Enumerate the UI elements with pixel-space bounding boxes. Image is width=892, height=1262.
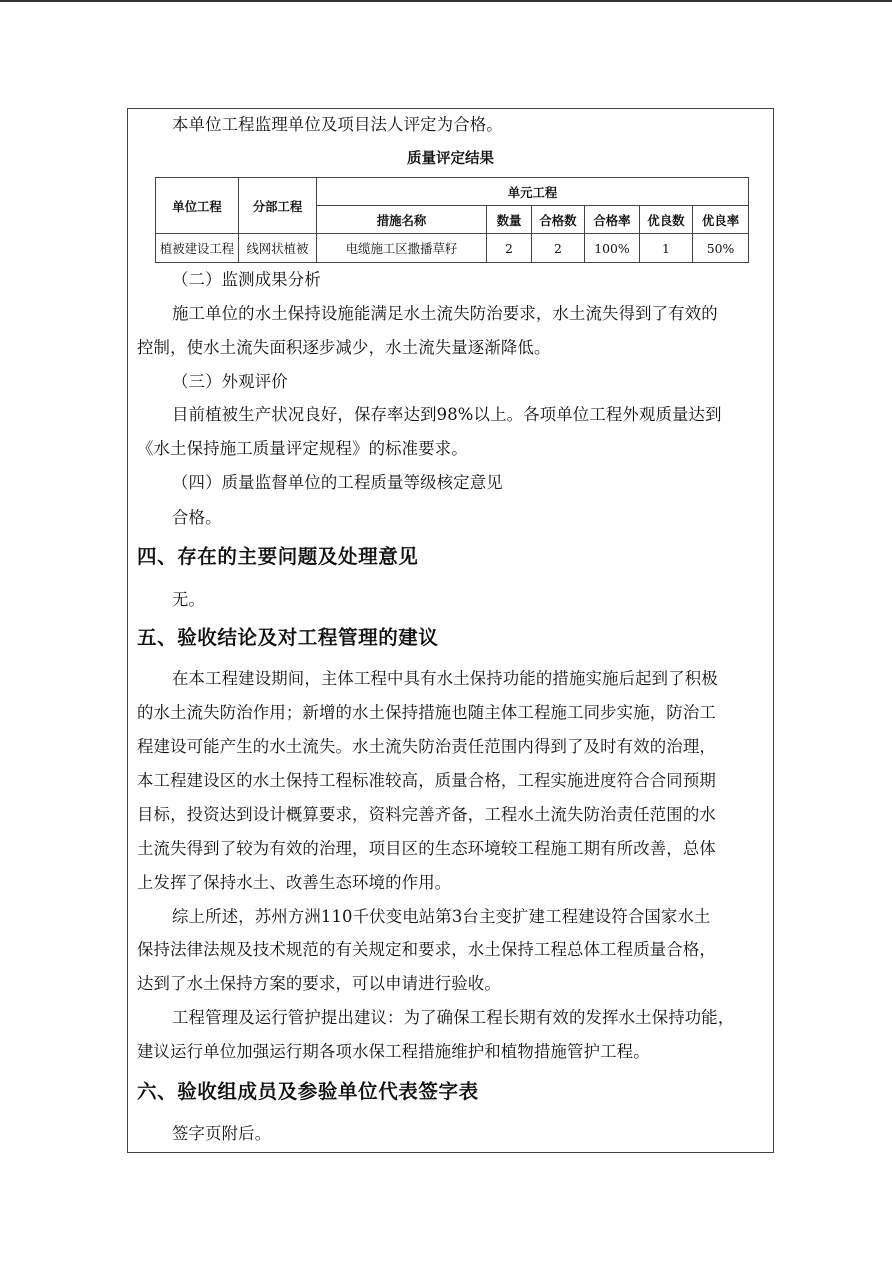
section-five-line: 土流失得到了较为有效的治理，项目区的生态环境较工程施工期有所改善，总体 — [137, 839, 716, 858]
monitoring-line: 施工单位的水土保持设施能满足水土流失防治要求，水土流失得到了有效的 — [172, 304, 718, 323]
header-qualified-rate: 合格率 — [585, 206, 640, 234]
header-excellent-count: 优良数 — [640, 206, 693, 234]
cell-excellent-rate: 50% — [693, 234, 749, 263]
section-five-line: 本工程建设区的水土保持工程标准较高，质量合格，工程实施进度符合合同预期 — [137, 771, 716, 790]
section-five-line: 上发挥了保持水土、改善生态环境的作用。 — [137, 873, 452, 892]
cell-count: 2 — [487, 234, 532, 263]
cell-unit-project: 植被建设工程 — [156, 234, 239, 263]
section-four-text: 无。 — [172, 590, 206, 609]
header-unit-project: 单位工程 — [156, 178, 239, 234]
appearance-line: 目前植被生产状况良好，保存率达到98%以上。各项单位工程外观质量达到 — [172, 405, 722, 424]
section-five-line: 工程管理及运行管护提出建议：为了确保工程长期有效的发挥水土保持功能， — [172, 1008, 735, 1027]
section-five-line: 在本工程建设期间，主体工程中具有水土保持功能的措施实施后起到了积极 — [172, 669, 718, 688]
section-five-line: 目标，投资达到设计概算要求，资料完善齐备，工程水土流失防治责任范围的水 — [137, 805, 716, 824]
appearance-heading: （三）外观评价 — [172, 372, 288, 391]
section-five-line: 保持法律法规及技术规范的有关规定和要求，水土保持工程总体工程质量合格， — [137, 940, 716, 959]
section-five-line: 程建设可能产生的水土流失。水土流失防治责任范围内得到了及时有效的治理， — [137, 737, 716, 756]
section-five-line: 综上所述，苏州方洲110千伏变电站第3台主变扩建工程建设符合国家水土 — [172, 907, 711, 926]
monitoring-line: 控制，使水土流失面积逐步减少，水土流失量逐渐降低。 — [137, 338, 551, 357]
cell-excellent-count: 1 — [640, 234, 693, 263]
monitoring-heading: （二）监测成果分析 — [172, 270, 321, 289]
section-five-line: 的水土流失防治作用；新增的水土保持措施也随主体工程施工同步实施，防治工 — [137, 703, 716, 722]
cell-sub-project: 线网状植被 — [239, 234, 317, 263]
header-element-project: 单元工程 — [317, 178, 749, 206]
cell-measure-name: 电缆施工区撒播草籽 — [317, 234, 487, 263]
section-five-line: 达到了水土保持方案的要求，可以申请进行验收。 — [137, 974, 501, 993]
intro-line: 本单位工程监理单位及项目法人评定为合格。 — [172, 115, 503, 134]
supervision-text: 合格。 — [172, 508, 222, 527]
section-six-text: 签字页附后。 — [172, 1124, 272, 1143]
table-caption: 质量评定结果 — [407, 150, 494, 167]
header-measure-name: 措施名称 — [317, 206, 487, 234]
section-five-line: 建议运行单位加强运行期各项水保工程措施维护和植物措施管护工程。 — [137, 1042, 650, 1061]
header-qualified-count: 合格数 — [532, 206, 585, 234]
section-five-heading: 五、验收结论及对工程管理的建议 — [137, 626, 439, 649]
supervision-heading: （四）质量监督单位的工程质量等级核定意见 — [172, 473, 503, 492]
quality-assessment-table — [155, 177, 749, 263]
page-top-rule — [0, 0, 892, 2]
header-excellent-rate: 优良率 — [693, 206, 749, 234]
appearance-line: 《水土保持施工质量评定规程》的标准要求。 — [137, 439, 468, 458]
cell-qualified-rate: 100% — [585, 234, 640, 263]
header-sub-project: 分部工程 — [239, 178, 317, 234]
header-count: 数量 — [487, 206, 532, 234]
section-four-heading: 四、存在的主要问题及处理意见 — [137, 545, 419, 568]
cell-qualified-count: 2 — [532, 234, 585, 263]
section-six-heading: 六、验收组成员及参验单位代表签字表 — [137, 1080, 479, 1103]
table-row — [156, 234, 749, 263]
